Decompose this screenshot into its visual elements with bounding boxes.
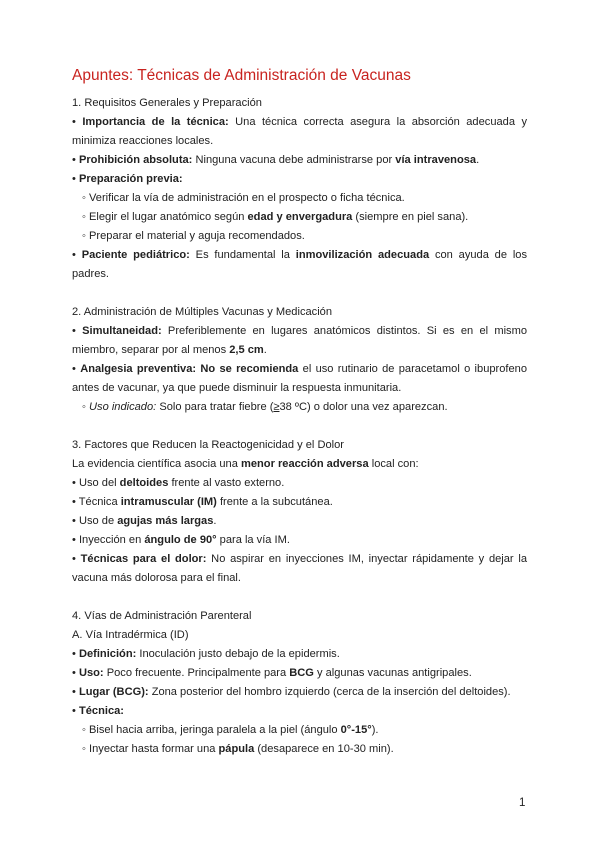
bullet-prohibicion: • Prohibición absoluta: Ninguna vacuna debe administrarse por vía intravenosa. <box>72 154 480 166</box>
page-number: 1 <box>519 797 526 809</box>
section-heading-3: 3. Factores que Reducen la Reactogenicidad y el Dolor <box>72 439 344 451</box>
document-title: Apuntes: Técnicas de Administración de Vacunas <box>72 67 411 84</box>
sub-bullet-preparar: ◦ Preparar el material y aguja recomendados. <box>82 230 305 242</box>
bullet-tecnica: • Técnica: <box>72 705 124 717</box>
bullet-pediatrico: • Paciente pediátrico: Es fundamental la inmovilización adecuada con ayuda de los padres. <box>72 249 528 280</box>
bullet-simultaneidad: • Simultaneidad: Preferiblemente en lugares anatómicos distintos. Si es en el mismo miembro, separar por al menos 2,5 cm. <box>72 325 528 356</box>
bullet-agujas: • Uso de agujas más largas. <box>72 515 217 527</box>
bullet-analgesia: • Analgesia preventiva: No se recomienda el uso rutinario de paracetamol o ibuprofeno antes de vacunar, ya que puede disminuir la respuesta inmunitaria. <box>72 363 527 394</box>
section-heading-1: 1. Requisitos Generales y Preparación <box>72 97 262 109</box>
section-heading-2: 2. Administración de Múltiples Vacunas y Medicación <box>72 306 333 318</box>
bullet-deltoides: • Uso del deltoides frente al vasto externo. <box>72 477 285 489</box>
bullet-intramuscular: • Técnica intramuscular (IM) frente a la subcutánea. <box>72 496 333 508</box>
sub-bullet-elegir: ◦ Elegir el lugar anatómico según edad y envergadura (siempre en piel sana). <box>82 211 469 223</box>
bullet-definicion: • Definición: Inoculación justo debajo de la epidermis. <box>72 648 340 660</box>
bullet-preparacion: • Preparación previa: <box>72 173 183 185</box>
bullet-angulo: • Inyección en ángulo de 90° para la vía IM. <box>72 534 290 546</box>
sub-bullet-bisel: ◦ Bisel hacia arriba, jeringa paralela a la piel (ángulo 0°-15°). <box>82 724 379 736</box>
bullet-lugar: • Lugar (BCG): Zona posterior del hombro izquierdo (cerca de la inserción del deltoides). <box>72 686 511 698</box>
subsection-heading-a: A. Vía Intradérmica (ID) <box>72 629 189 641</box>
sub-bullet-verificar: ◦ Verificar la vía de administración en el prospecto o ficha técnica. <box>82 192 405 204</box>
bullet-importancia: • Importancia de la técnica: Una técnica correcta asegura la absorción adecuada y minimiza reacciones locales. <box>72 116 527 147</box>
bullet-uso: • Uso: Poco frecuente. Principalmente para BCG y algunas vacunas antigripales. <box>72 667 472 679</box>
sub-bullet-papula: ◦ Inyectar hasta formar una pápula (desaparece en 10-30 min). <box>82 743 394 755</box>
sub-bullet-uso-indicado: ◦ Uso indicado: Solo para tratar fiebre (≥38 ºC) o dolor una vez aparezcan. <box>82 401 448 413</box>
document-page <box>72 66 527 759</box>
section-heading-4: 4. Vías de Administración Parenteral <box>72 610 252 622</box>
intro-evidencia: La evidencia científica asocia una menor reacción adversa local con: <box>72 458 419 470</box>
bullet-tecnicas-dolor: • Técnicas para el dolor: No aspirar en inyecciones IM, inyectar rápidamente y dejar la vacuna más dolorosa para el final. <box>72 553 527 584</box>
